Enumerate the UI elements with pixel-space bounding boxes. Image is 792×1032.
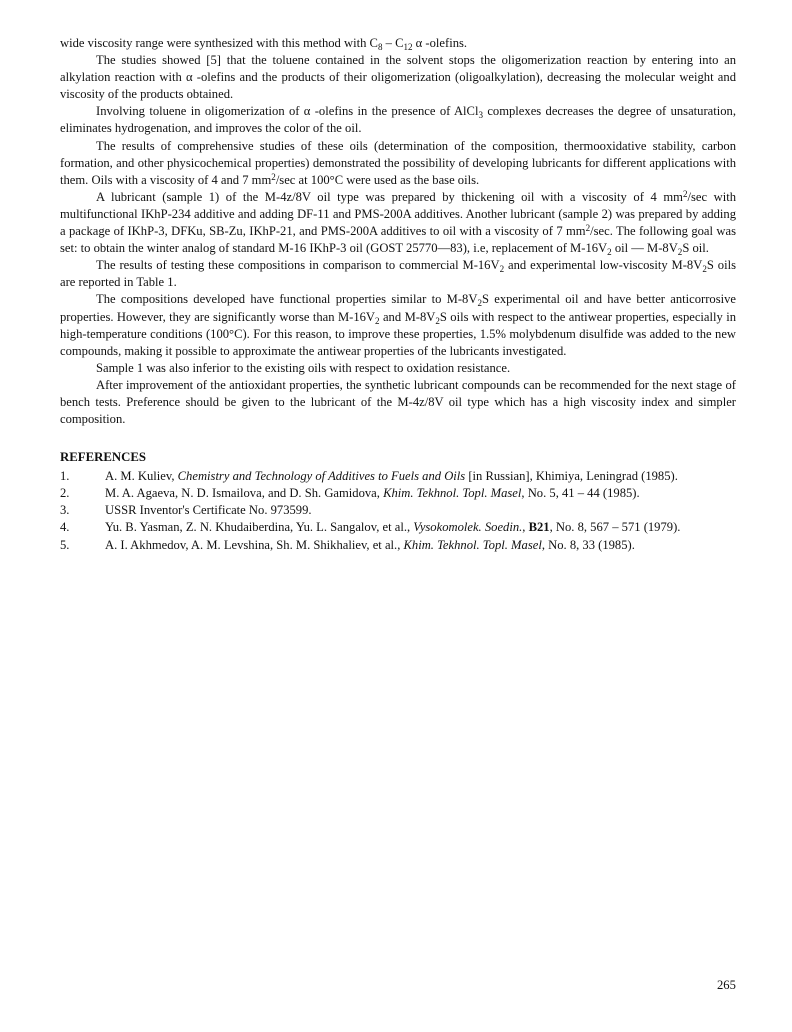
reference-text bbox=[105, 519, 736, 536]
page-content bbox=[60, 35, 736, 554]
text-run: S oils are reported in Table 1. bbox=[60, 258, 736, 290]
text-run: The results of comprehensive studies of these oils (determination of the composition, thermooxidative stability, carbon formation, and other physicochemical properties) demonstrated the possibility of developing lubricants for different applications with them. Oils with a viscosity of 4 and 7 mm bbox=[60, 138, 736, 187]
subscript: 2 bbox=[677, 247, 683, 258]
bold-volume: B21 bbox=[528, 520, 550, 535]
references-list bbox=[60, 468, 736, 553]
text-run: /sec at 100°C were used as the base oils. bbox=[275, 172, 480, 187]
text-run: Involving toluene in oligomerization of α -olefins in the presence of AlCl bbox=[96, 104, 479, 119]
text-run: A. I. Akhmedov, A. M. Levshina, Sh. M. Shikhaliev, et al., bbox=[105, 537, 404, 552]
reference-text bbox=[105, 502, 736, 519]
text-run: complexes decreases the degree of unsaturation, eliminates hydrogenation, and improves the color of the oil. bbox=[60, 104, 736, 136]
text-run: S oils with respect to the antiwear properties, especially in high-temperature conditions (100°C). For this reason, to improve these properties, 1.5% molybdenum disulfide was added to the new compounds, making it possible to approximate the antiwear properties of the lubricants investigated. bbox=[60, 309, 737, 358]
text-run: /sec. The following goal was set: to obtain the winter analog of standard M-16 IKhP-3 oil (GOST 25770—83), i.e, replacement of M-16V bbox=[60, 224, 736, 256]
reference-number: 1. bbox=[60, 469, 70, 484]
italic-title: Khim. Tekhnol. Topl. Masel bbox=[403, 537, 542, 552]
reference-item bbox=[60, 485, 736, 502]
text-run: The studies showed [5] that the toluene contained in the solvent stops the oligomerization reaction by entering into an alkylation reaction with α -olefins and the products of their oligomerization (oligoalkylation), decreasing the molecular weight and viscosity of the products obtained. bbox=[60, 53, 736, 102]
subscript: 3 bbox=[478, 110, 483, 121]
article-body bbox=[60, 35, 736, 428]
italic-title: Chemistry and Technology of Additives to Fuels and Oils bbox=[177, 469, 466, 484]
reference-text bbox=[105, 485, 736, 502]
text-run: A. M. Kuliev, bbox=[105, 469, 178, 484]
text-run: and M-8V bbox=[379, 309, 436, 324]
italic-title: Khim. Tekhnol. Topl. Masel bbox=[383, 486, 522, 501]
subscript: 2 bbox=[435, 315, 440, 326]
text-run: wide viscosity range were synthesized with this method with C bbox=[60, 36, 378, 50]
text-run: , No. 8, 33 (1985). bbox=[541, 537, 635, 552]
references-heading: REFERENCES bbox=[60, 450, 147, 465]
text-run: – C bbox=[382, 36, 404, 50]
text-run: Sample 1 was also inferior to the existing oils with respect to oxidation resistance. bbox=[96, 360, 511, 375]
subscript: 8 bbox=[377, 42, 383, 53]
text-run: USSR Inventor's Certificate No. 973599. bbox=[105, 503, 312, 518]
reference-item bbox=[60, 502, 736, 519]
subscript: 2 bbox=[477, 298, 482, 309]
superscript: 2 bbox=[585, 222, 591, 233]
text-run: , bbox=[522, 520, 529, 535]
text-run: A lubricant (sample 1) of the M-4z/8V oil type was prepared by thickening oil with a viscosity of 4 mm bbox=[96, 189, 683, 204]
italic-title: Vysokomolek. Soedin. bbox=[413, 520, 523, 535]
paragraph bbox=[60, 189, 736, 257]
text-run: [in Russian], Khimiya, Leningrad (1985). bbox=[465, 469, 678, 484]
paragraph bbox=[60, 52, 736, 103]
text-run: , No. 8, 567 – 571 (1979). bbox=[549, 520, 681, 535]
paragraph bbox=[60, 103, 736, 137]
text-run: After improvement of the antioxidant properties, the synthetic lubricant compounds can be recommended for the next stage of bench tests. Preference should be given to the lubricant of the M-4z/8V oil type which has a high viscosity index and simpler composition. bbox=[60, 377, 736, 427]
text-run: and experimental low-viscosity M-8V bbox=[504, 258, 703, 273]
page-number: 265 bbox=[717, 978, 736, 992]
reference-item bbox=[60, 468, 736, 485]
superscript: 2 bbox=[682, 188, 688, 199]
subscript: 2 bbox=[375, 315, 380, 326]
text-run: S experimental oil and have better anticorrosive properties. However, they are significantly worse than M-16V bbox=[60, 292, 737, 324]
paragraph bbox=[60, 35, 736, 52]
superscript: 2 bbox=[271, 171, 276, 182]
text-run: /sec with multifunctional IKhP-234 additive and adding DF-11 and PMS-200A additives. Another lubricant (sample 2) was prepared by adding a package of IKhP-3, DFKu, SB-Zu, IKhP-21, and PMS-200A additives to oil with a viscosity of 7 mm bbox=[60, 189, 737, 239]
text-run: oil — M-8V bbox=[611, 241, 678, 256]
reference-number: 2. bbox=[60, 486, 70, 501]
reference-number: 3. bbox=[60, 503, 70, 518]
text-run: The compositions developed have functional properties similar to M-8V bbox=[96, 292, 478, 307]
text-run: The results of testing these compositions in comparison to commercial M-16V bbox=[96, 258, 500, 273]
subscript: 2 bbox=[607, 247, 612, 258]
paragraph bbox=[60, 138, 736, 189]
text-run: Yu. B. Yasman, Z. N. Khudaiberdina, Yu. L. Sangalov, et al., bbox=[105, 520, 414, 535]
subscript: 2 bbox=[702, 264, 707, 275]
reference-item bbox=[60, 537, 736, 554]
reference-text bbox=[105, 537, 736, 554]
text-run: S oil. bbox=[682, 241, 709, 256]
subscript: 12 bbox=[403, 42, 413, 53]
reference-number: 4. bbox=[60, 520, 70, 535]
reference-text bbox=[105, 468, 736, 485]
reference-number: 5. bbox=[60, 537, 70, 552]
paragraph bbox=[60, 257, 736, 291]
text-run: M. A. Agaeva, N. D. Ismailova, and D. Sh. Gamidova, bbox=[105, 486, 384, 501]
text-run: , No. 5, 41 – 44 (1985). bbox=[521, 486, 640, 501]
paragraph bbox=[60, 291, 736, 359]
reference-item bbox=[60, 519, 736, 536]
paragraph bbox=[60, 360, 736, 377]
subscript: 2 bbox=[499, 264, 505, 275]
paragraph bbox=[60, 377, 736, 428]
text-run: α -olefins. bbox=[412, 36, 468, 50]
